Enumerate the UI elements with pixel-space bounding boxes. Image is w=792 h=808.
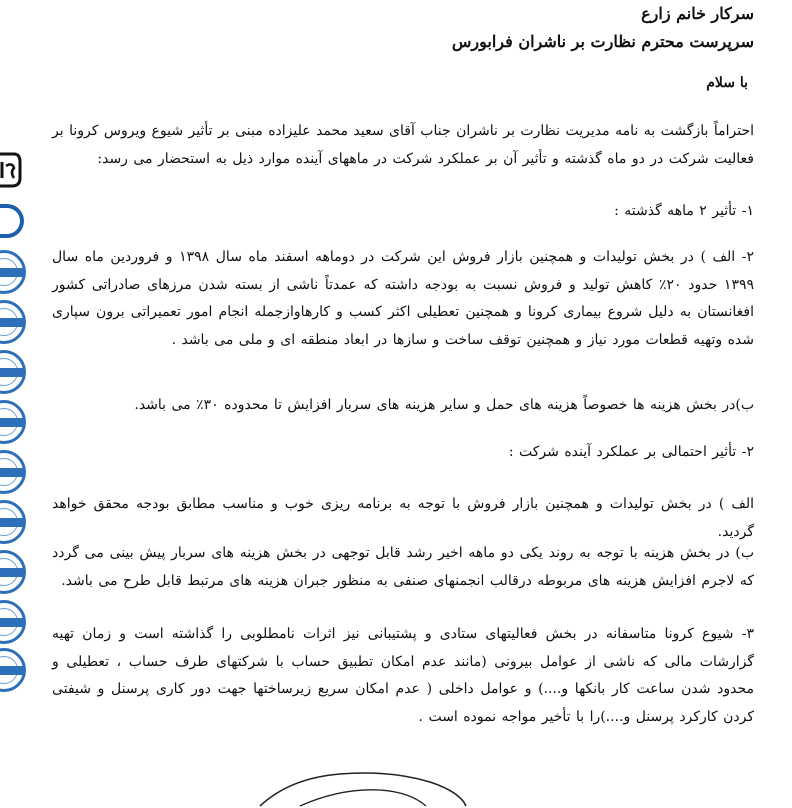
iso-logo-fragment-icon (0, 150, 22, 190)
signature-scribble (230, 748, 490, 808)
certification-badge-icon (0, 300, 26, 344)
section-2b-paragraph: ب)در بخش هزینه ها خصوصاً هزینه های حمل و سایر هزینه های سربار افزایش تا محدوده ۳۰٪ می باشد. (134, 397, 754, 413)
section-1-heading: ۱- تأثیر ۲ ماهه گذشته : (614, 203, 754, 219)
greeting: با سلام (706, 75, 748, 91)
certification-badge-icon (0, 550, 26, 594)
intro-paragraph: احتراماً بازگشت به نامه مدیریت نظارت بر ناشران جناب آقای سعید محمد علیزاده مبنی بر تأثیر شیوع ویروس کرونا بر فعالیت شرکت در دو ماه گذشته و تأثیر آن بر عملکرد شرکت در ماههای آینده موارد ذیل به استحضار می رسد: (52, 123, 754, 167)
certification-badge-icon (0, 648, 26, 692)
future-b-paragraph: ب) در بخش هزینه با توجه به روند یکی دو ماهه اخیر رشد قابل توجهی در بخش هزینه های سربار پیش بینی می گردد که لاجرم افزایش هزینه های مربوطه درقالب انجمنهای صنفی به منظور جبران هزینه های مرتبط قابل طرح می باشد. (52, 545, 754, 589)
addressee: سرکار خانم زارع (641, 4, 754, 23)
certification-badge-icon (0, 400, 26, 444)
certification-strip (0, 0, 40, 800)
addressee-title: سرپرست محترم نظارت بر ناشران فرابورس (451, 32, 754, 51)
certification-badge-icon (0, 250, 26, 294)
future-a-paragraph: الف ) در بخش تولیدات و همچنین بازار فروش با توجه به برنامه ریزی خوب و مناسب مطابق بودجه محقق خواهد گردید. (52, 496, 754, 540)
section-2a-paragraph: ۲- الف ) در بخش تولیدات و همچنین بازار فروش این شرکت در دوماهه اسفند ماه سال ۱۳۹۸ و فروردین ماه سال ۱۳۹۹ حدود ۲۰٪ کاهش تولید و فروش نسبت به بودجه داشته که عمدتاً ناشی از بسته شدن مرزهای صادراتی کشور افغانستان به دلیل شروع بیماری کرونا و همچنین تعطیلی اکثر کسب و کارهاوازجمله انجام امور تعمیراتی برون سپاری شده وتهیه قطعات مورد نیاز و همچنین توقف ساخت و سازها در ابعاد منطقه ای و ملی می باشد . (52, 249, 754, 348)
certification-badge-icon (0, 600, 26, 644)
ce-mark-icon (0, 204, 24, 238)
certification-badge-icon (0, 500, 26, 544)
section-3-paragraph: ۳- شیوع کرونا متاسفانه در بخش فعالیتهای ستادی و پشتیبانی نیز اثرات نامطلوبی را گذاشته است و زمان تهیه گزارشات مالی که ناشی از عوامل بیرونی (مانند عدم امکان تطبیق حساب با شرکتهای طرف حساب ، تعطیلی و محدود شدن ساعت کار بانکها و....) و عوامل داخلی ( عدم امکان سریع زیرساختها جهت دور کاری پرسنل و شیفتی کردن کارکرد پرسنل و....)را با تأخیر مواجه نموده است . (52, 626, 754, 725)
certification-badge-icon (0, 450, 26, 494)
section-2-heading: ۲- تأثیر احتمالی بر عملکرد آینده شرکت : (508, 444, 754, 460)
certification-badge-icon (0, 350, 26, 394)
